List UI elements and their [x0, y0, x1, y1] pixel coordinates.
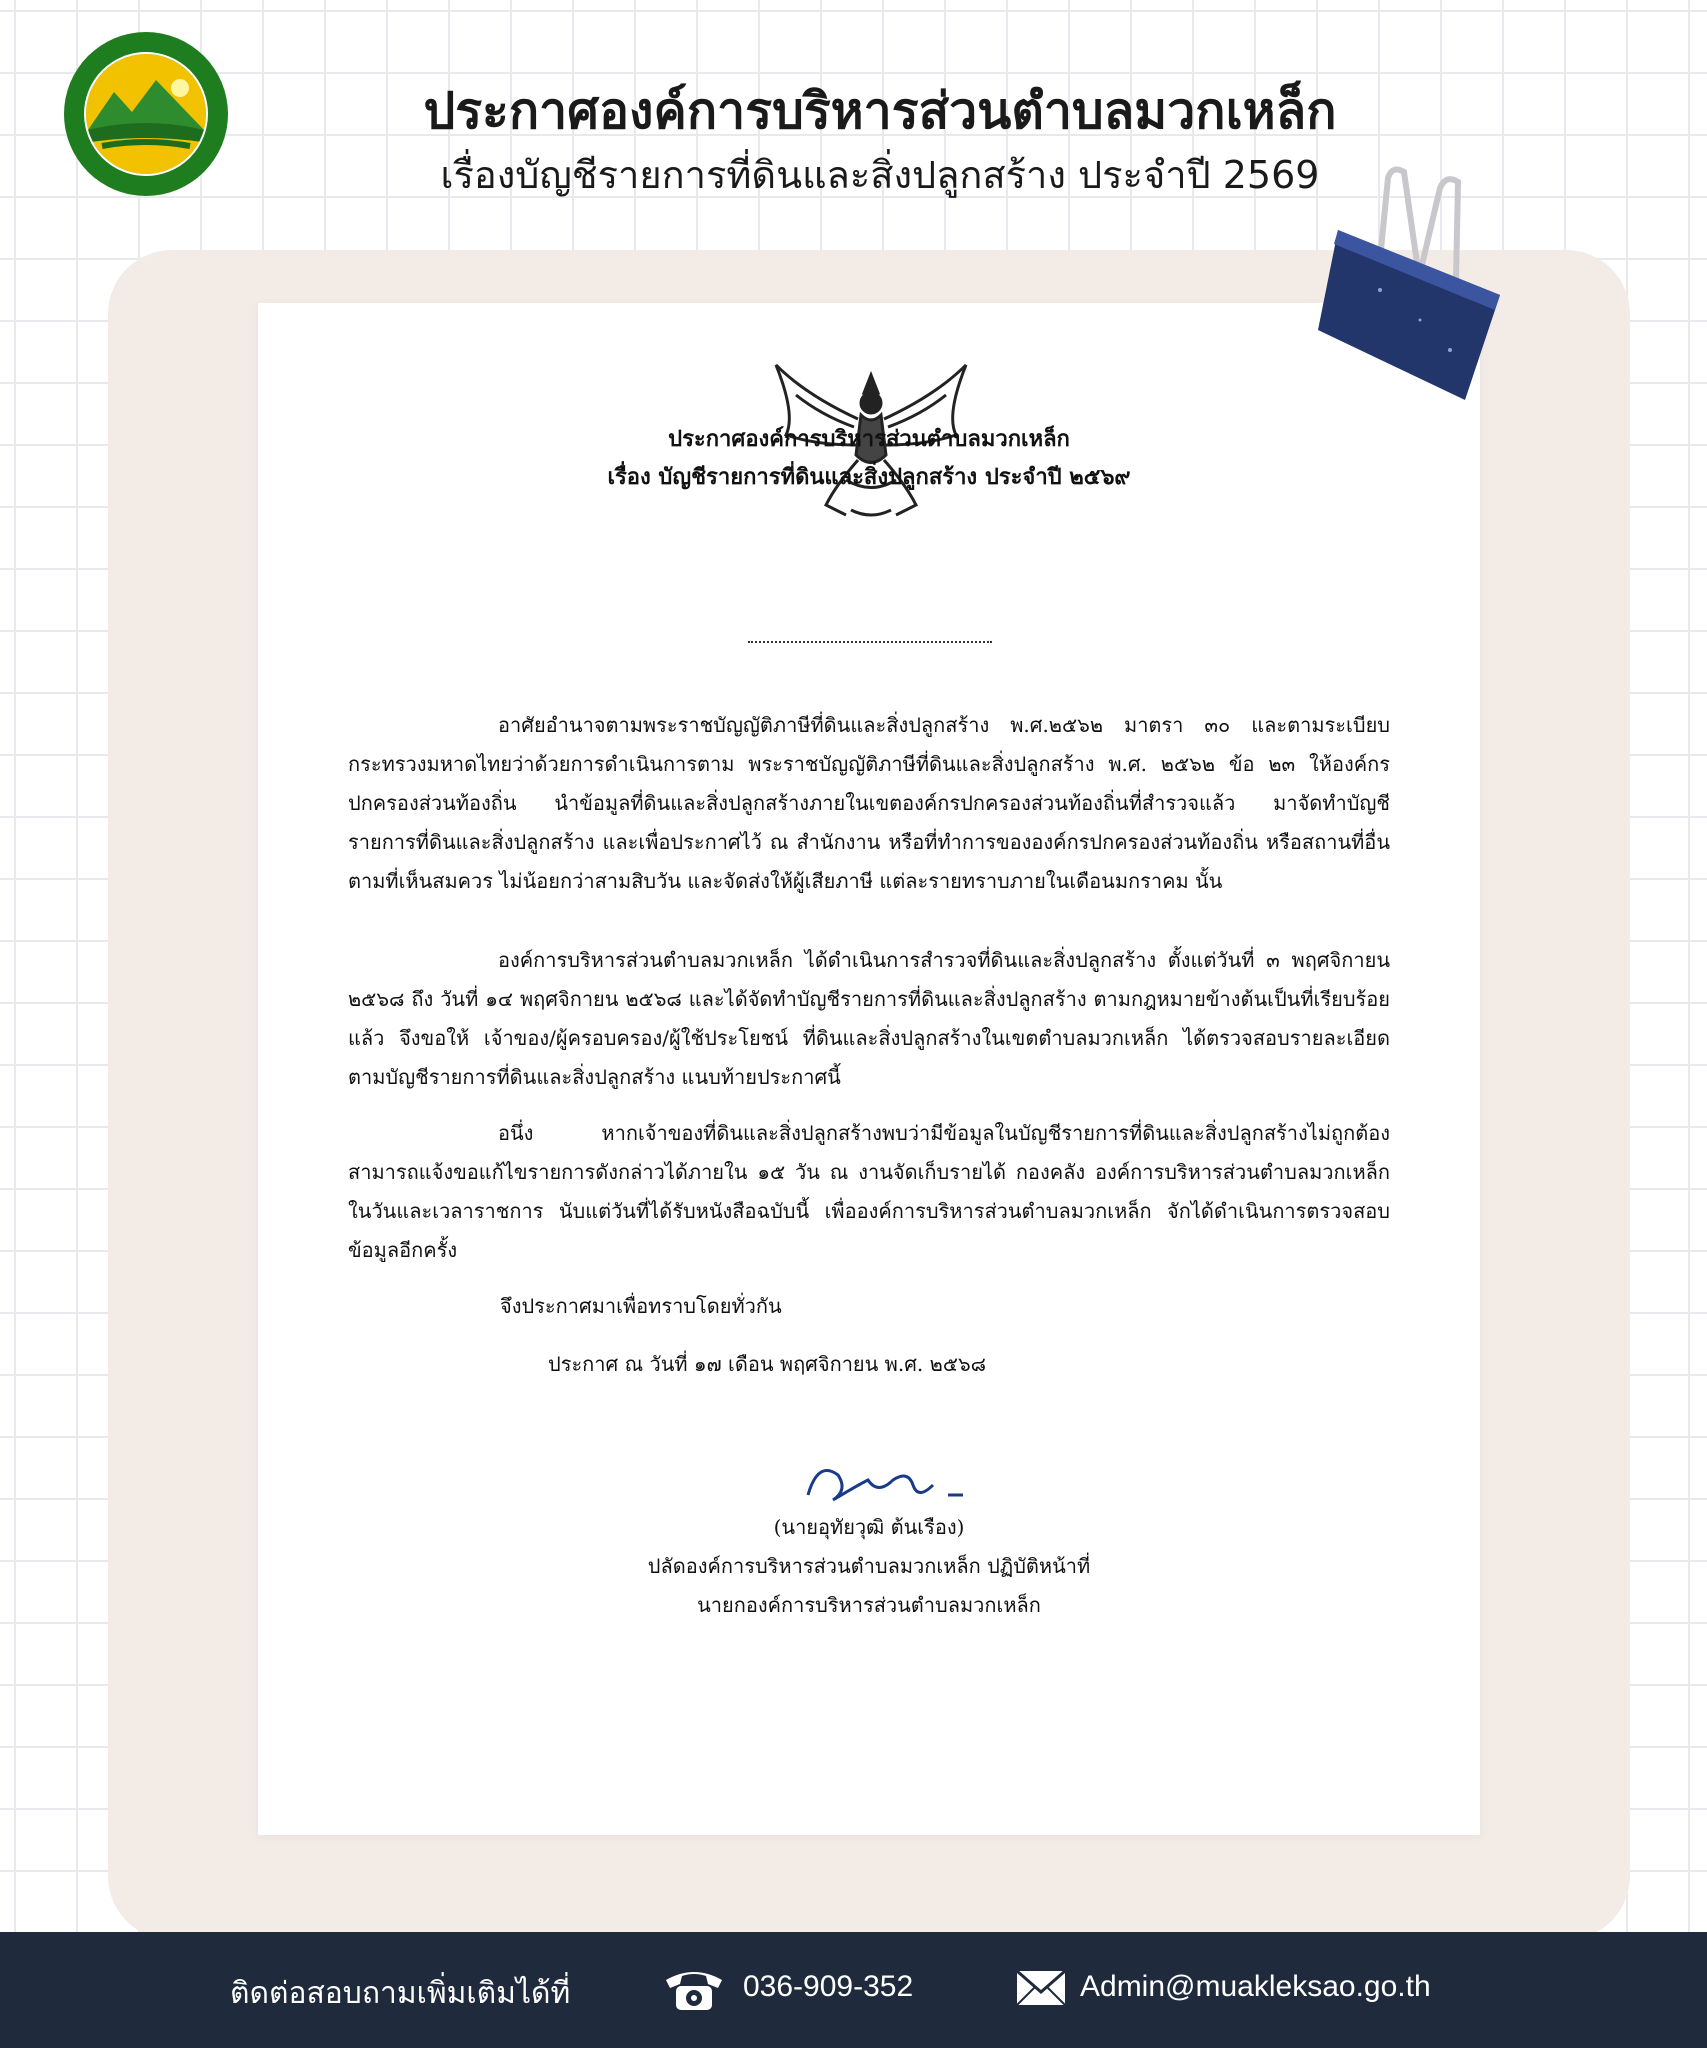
document-title: ประกาศองค์การบริหารส่วนตำบลมวกเหล็ก — [668, 426, 1070, 452]
binder-clip-icon — [1300, 160, 1510, 410]
signer-position: ปลัดองค์การบริหารส่วนตำบลมวกเหล็ก ปฏิบัติหน้าที่ — [647, 1554, 1091, 1578]
organization-logo — [62, 30, 230, 198]
paragraph-authority: อาศัยอำนาจตามพระราชบัญญัติภาษีที่ดินและสิ่งปลูกสร้าง พ.ศ.๒๕๖๒ มาตรา ๓๐ และตามระเบียบกระทรวงมหาดไทยว่าด้วยการดำเนินการตาม พระราชบัญญัติภาษีที่ดินและสิ่งปลูกสร้าง พ.ศ. ๒๕๖๒ ข้อ ๒๓ ให้องค์กรปกครองส่วนท้องถิ่น นำข้อมูลที่ดินและสิ่งปลูกสร้างภายในเขตองค์กรปกครองส่วนท้องถิ่นที่สำรวจแล้ว มาจัดทำบัญชีรายการที่ดินและสิ่งปลูกสร้าง และเพื่อประกาศไว้ ณ สำนักงาน หรือที่ทำการขององค์กรปกครองส่วนท้องถิ่น หรือสถานที่อื่นตามที่เห็นสมควร ไม่น้อยกว่าสามสิบวัน และจัดส่งให้ผู้เสียภาษี แต่ละรายทราบภายในเดือนมกราคม นั้น — [348, 713, 1390, 893]
contact-label: ติดต่อสอบถามเพิ่มเติมได้ที่ — [230, 1977, 571, 2010]
page-title: ประกาศองค์การบริหารส่วนตำบลมวกเหล็ก — [423, 82, 1337, 140]
signature-icon — [798, 1455, 978, 1515]
document-subject: เรื่อง บัญชีรายการที่ดินและสิ่งปลูกสร้าง ประจำปี ๒๕๖๙ — [607, 464, 1131, 490]
paragraph-correction: อนึ่ง หากเจ้าของที่ดินและสิ่งปลูกสร้างพบว่ามีข้อมูลในบัญชีรายการที่ดินและสิ่งปลูกสร้างไม่ถูกต้อง สามารถแจ้งขอแก้ไขรายการดังกล่าวได้ภายใน ๑๕ วัน ณ งานจัดเก็บรายได้ กองคลัง องค์การบริหารส่วนตำบลมวกเหล็ก ในวันและเวลาราชการ นับแต่วันที่ได้รับหนังสือฉบับนี้ เพื่อองค์การบริหารส่วนตำบลมวกเหล็ก จักได้ดำเนินการตรวจสอบข้อมูลอีกครั้ง — [348, 1121, 1390, 1262]
contact-phone[interactable]: 036-909-352 — [743, 1970, 914, 2003]
signer-name: (นายอุทัยวุฒิ ต้นเรือง) — [773, 1515, 965, 1539]
footer-bar — [0, 1932, 1707, 2048]
paragraph-survey: องค์การบริหารส่วนตำบลมวกเหล็ก ได้ดำเนินการสำรวจที่ดินและสิ่งปลูกสร้าง ตั้งแต่วันที่ ๓ พฤศจิกายน ๒๕๖๘ ถึง วันที่ ๑๔ พฤศจิกายน ๒๕๖๘ และได้จัดทำบัญชีรายการที่ดินและสิ่งปลูกสร้าง ตามกฎหมายข้างต้นเป็นที่เรียบร้อยแล้ว จึงขอให้ เจ้าของ/ผู้ครอบครอง/ผู้ใช้ประโยชน์ ที่ดินและสิ่งปลูกสร้างในเขตตำบลมวกเหล็ก ได้ตรวจสอบรายละเอียดตามบัญชีรายการที่ดินและสิ่งปลูกสร้าง แนบท้ายประกาศนี้ — [348, 948, 1390, 1089]
signer-position-acting: นายกองค์การบริหารส่วนตำบลมวกเหล็ก — [697, 1593, 1041, 1617]
announcement-date: ประกาศ ณ วันที่ ๑๗ เดือน พฤศจิกายน พ.ศ. ๒๕๖๘ — [548, 1352, 987, 1376]
telephone-icon — [662, 1962, 726, 2014]
closing-statement: จึงประกาศมาเพื่อทราบโดยทั่วกัน — [500, 1294, 782, 1318]
contact-email[interactable]: Admin@muakleksao.go.th — [1080, 1970, 1431, 2003]
envelope-icon — [1015, 1968, 1067, 2008]
announcement-document — [258, 303, 1480, 1835]
page-subtitle: เรื่องบัญชีรายการที่ดินและสิ่งปลูกสร้าง ประจำปี 2569 — [440, 153, 1320, 197]
title-divider — [748, 641, 992, 643]
